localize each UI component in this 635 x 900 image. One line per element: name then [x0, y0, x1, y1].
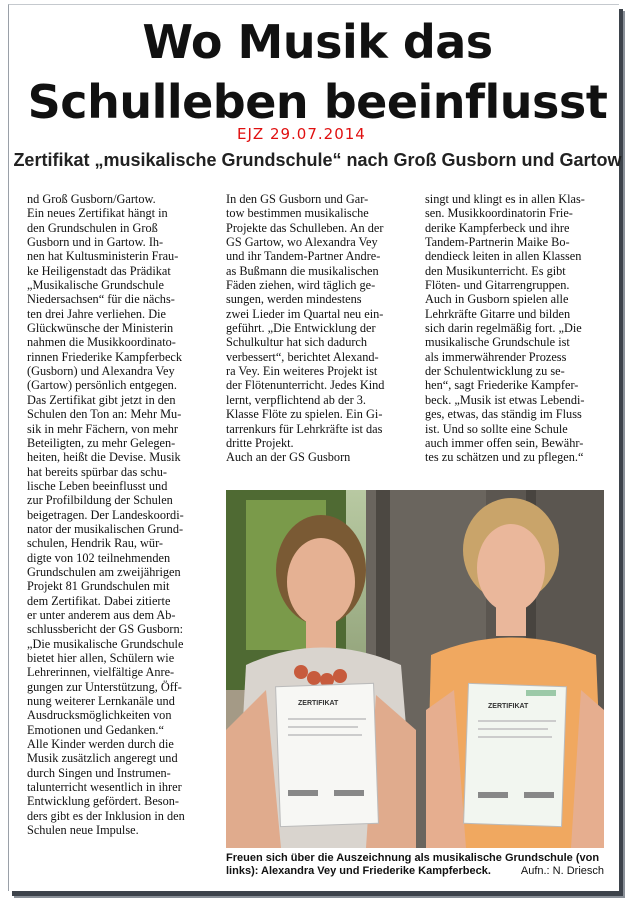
- article-line: Beteiligten, zu mehr Gelegen-: [27, 435, 176, 450]
- article-line: nd Groß Gusborn/Gartow.: [27, 192, 156, 206]
- article-line: tes zu schätzen und zu pflegen.“: [425, 450, 584, 465]
- article-line: beigetragen. Der Landeskoordi-: [27, 507, 184, 522]
- article-line: talunterricht wesentlich in ihrer: [27, 780, 182, 795]
- photo-caption: [226, 852, 604, 878]
- article-line: In den GS Gusborn und Gar-: [226, 192, 369, 206]
- article-line: bietet hier allen, Schülern wie: [27, 651, 175, 665]
- article-line: Auch an der GS Gusborn: [226, 450, 351, 465]
- article-line: „Musikalische Grundschule: [27, 278, 164, 293]
- certificate-left-title: ZERTIFIKAT: [298, 700, 339, 707]
- article-line: nung weiterer Lernkanäle und: [27, 694, 175, 709]
- article-line: Emotionen und Gedanken.“: [27, 722, 164, 737]
- article-line: Klasse Flöte zu spielen. Ein Gi-: [226, 407, 383, 422]
- article-line: Alle Kinder werden durch die: [27, 737, 174, 752]
- article-line: Projekte das Schulleben. An der: [226, 220, 384, 235]
- article-line: dendieck leiten in allen Klassen: [425, 249, 582, 264]
- article-line: GS Gartow, wo Alexandra Vey: [226, 235, 378, 250]
- article-line: den Musikunterricht. Es gibt: [425, 263, 566, 278]
- article-line: digte von 102 teilnehmenden: [27, 550, 171, 565]
- article-line: durch Singen und Instrumen-: [27, 765, 171, 780]
- article-line: als immerwährender Prozess: [425, 349, 567, 364]
- article-line: Schulen den Ton an: Mehr Mu-: [27, 407, 182, 422]
- certificate-left: [276, 683, 379, 826]
- article-line: Auch in Gusborn spielen alle: [425, 292, 569, 307]
- article-line: Niedersachsen“ für die nächs-: [27, 292, 175, 307]
- article-line: Schulkultur hat sich dadurch: [226, 335, 368, 350]
- article-line: Tandem-Partnerin Maike Bo-: [425, 235, 570, 250]
- article-line: rinnen Friederike Kampferbeck: [27, 349, 183, 364]
- article-line: ten drei Jahre verliehen. Die: [27, 306, 166, 321]
- article-line: (Gusborn) und Alexandra Vey: [27, 364, 175, 379]
- article-line: Flöten- und Gitarrengruppen.: [425, 278, 570, 293]
- article-line: auch immer offen sein, Bewähr-: [425, 435, 584, 450]
- article-line: geführt. „Die Entwicklung der: [226, 321, 376, 336]
- article-line: der Schulentwicklung zu se-: [425, 364, 565, 379]
- article-line: schlussbericht der GS Gusborn:: [27, 622, 184, 637]
- article-line: Das Zertifikat gibt jetzt in den: [27, 392, 176, 407]
- article-line: Gusborn und in Gartow. Ih-: [27, 235, 164, 250]
- article-line: Ausdrucksmöglichkeiten von: [27, 708, 172, 723]
- article-line: Projekt 81 Grundschulen mit: [27, 579, 170, 594]
- article-line: ra Vey. Ein weiteres Projekt ist: [226, 364, 378, 379]
- article-line: dem Zertifikat. Dabei zitierte: [27, 593, 171, 608]
- headline-line-2: Schulleben beeinflusst: [27, 75, 608, 129]
- article-photo: [226, 490, 604, 848]
- article-line: derike Kampferbeck und ihre: [425, 220, 570, 235]
- caption-text: Freuen sich über die Auszeichnung als musikalische Grundschule (von links): Alexandra Vey und Friederike Kampferbeck.: [226, 852, 600, 877]
- article-line: Ein neues Zertifikat hängt in: [27, 206, 168, 221]
- article-column-1: [27, 192, 207, 837]
- article-line: lische Leben beeinflusst und: [27, 478, 168, 493]
- article-line: beck. „Musik ist etwas Lebendi-: [425, 392, 585, 407]
- article-line: ke Heiligenstadt das Prädikat: [27, 263, 171, 278]
- article-line: singt und klingt es in allen Klas-: [425, 192, 585, 206]
- date-stamp: EJZ 29.07.2014: [237, 125, 366, 143]
- certificate-right-title: ZERTIFIKAT: [488, 703, 529, 710]
- article-line: „Die musikalische Grundschule: [27, 636, 184, 651]
- article-line: schulen, Hendrik Rau, wür-: [27, 536, 164, 551]
- article-line: zwei Lieder im Quartal neu ein-: [226, 306, 384, 321]
- article-line: Fäden ziehen, wird täglich ge-: [226, 278, 376, 293]
- article-line: dritte Projekt.: [226, 435, 294, 450]
- article-column-2: [226, 192, 406, 465]
- article-line: Lehrerinnen, vielfältige Anre-: [27, 665, 175, 680]
- article-line: nen hat Kultusministerin Frau-: [27, 249, 179, 264]
- article-line: hen“, sagt Friederike Kampfer-: [425, 378, 579, 393]
- article-line: Grundschulen am zweijährigen: [27, 564, 181, 579]
- article-line: tow bestimmen musikalische: [226, 206, 369, 221]
- article-line: Glückwünsche der Ministerin: [27, 321, 174, 336]
- article-line: Lehrkräfte Gitarre und bilden: [425, 306, 571, 321]
- photo-credit: Aufn.: N. Driesch: [520, 865, 604, 877]
- article-line: ges, etwas, das ständig im Fluss: [425, 407, 582, 422]
- article-line: und ihr Tandem-Partner Andre-: [226, 249, 381, 264]
- article-line: er unter anderem aus dem Ab-: [27, 607, 176, 622]
- article-line: nahmen die Musikkoordinato-: [27, 335, 176, 350]
- certificate-right: [464, 683, 567, 826]
- article-line: Entwicklung gefördert. Beson-: [27, 794, 179, 809]
- article-line: tarrenkurs für Lehrkräfte ist das: [226, 421, 383, 436]
- article-line: heiten, heißt die Devise. Musik: [27, 450, 181, 465]
- article-line: ders gibt es der Inklusion in den: [27, 808, 185, 823]
- article-line: den Grundschulen in Groß: [27, 220, 158, 235]
- article-line: hat bereits spürbar das schu-: [27, 464, 168, 479]
- article-line: nator der musikalischen Grund-: [27, 521, 184, 536]
- article-line: sungen, werden mindestens: [226, 292, 362, 307]
- article-line: lernt, verpflichtend ab der 3.: [226, 392, 366, 407]
- article-line: musikalische Grundschule ist: [425, 335, 570, 350]
- article-line: Musik zusätzlich angeregt und: [27, 751, 178, 766]
- article-line: as Bußmann die musikalischen: [226, 263, 379, 278]
- headline-line-1: Wo Musik das: [142, 15, 493, 69]
- article-line: (Gartow) persönlich entgegen.: [27, 378, 177, 393]
- article-line: sich darin regelmäßig fort. „Die: [425, 321, 582, 336]
- article-line: ist. Und so sollte eine Schule: [425, 421, 568, 436]
- article-line: sik in mehr Fächern, von mehr: [27, 421, 178, 436]
- article-column-3: [425, 192, 605, 465]
- article-line: der Flötenunterricht. Jedes Kind: [226, 378, 385, 393]
- subheadline: Zertifikat „musikalische Grundschule“ nach Groß Gusborn und Gartow: [13, 150, 622, 170]
- article-line: sen. Musikkoordinatorin Frie-: [425, 206, 573, 221]
- article-line: verbessert“, berichtet Alexand-: [226, 349, 379, 364]
- article-line: Schulen neue Impulse.: [27, 823, 139, 838]
- article-line: zur Profilbildung der Schulen: [27, 493, 173, 508]
- article-line: gungen zur Unterstützung, Öff-: [27, 679, 182, 694]
